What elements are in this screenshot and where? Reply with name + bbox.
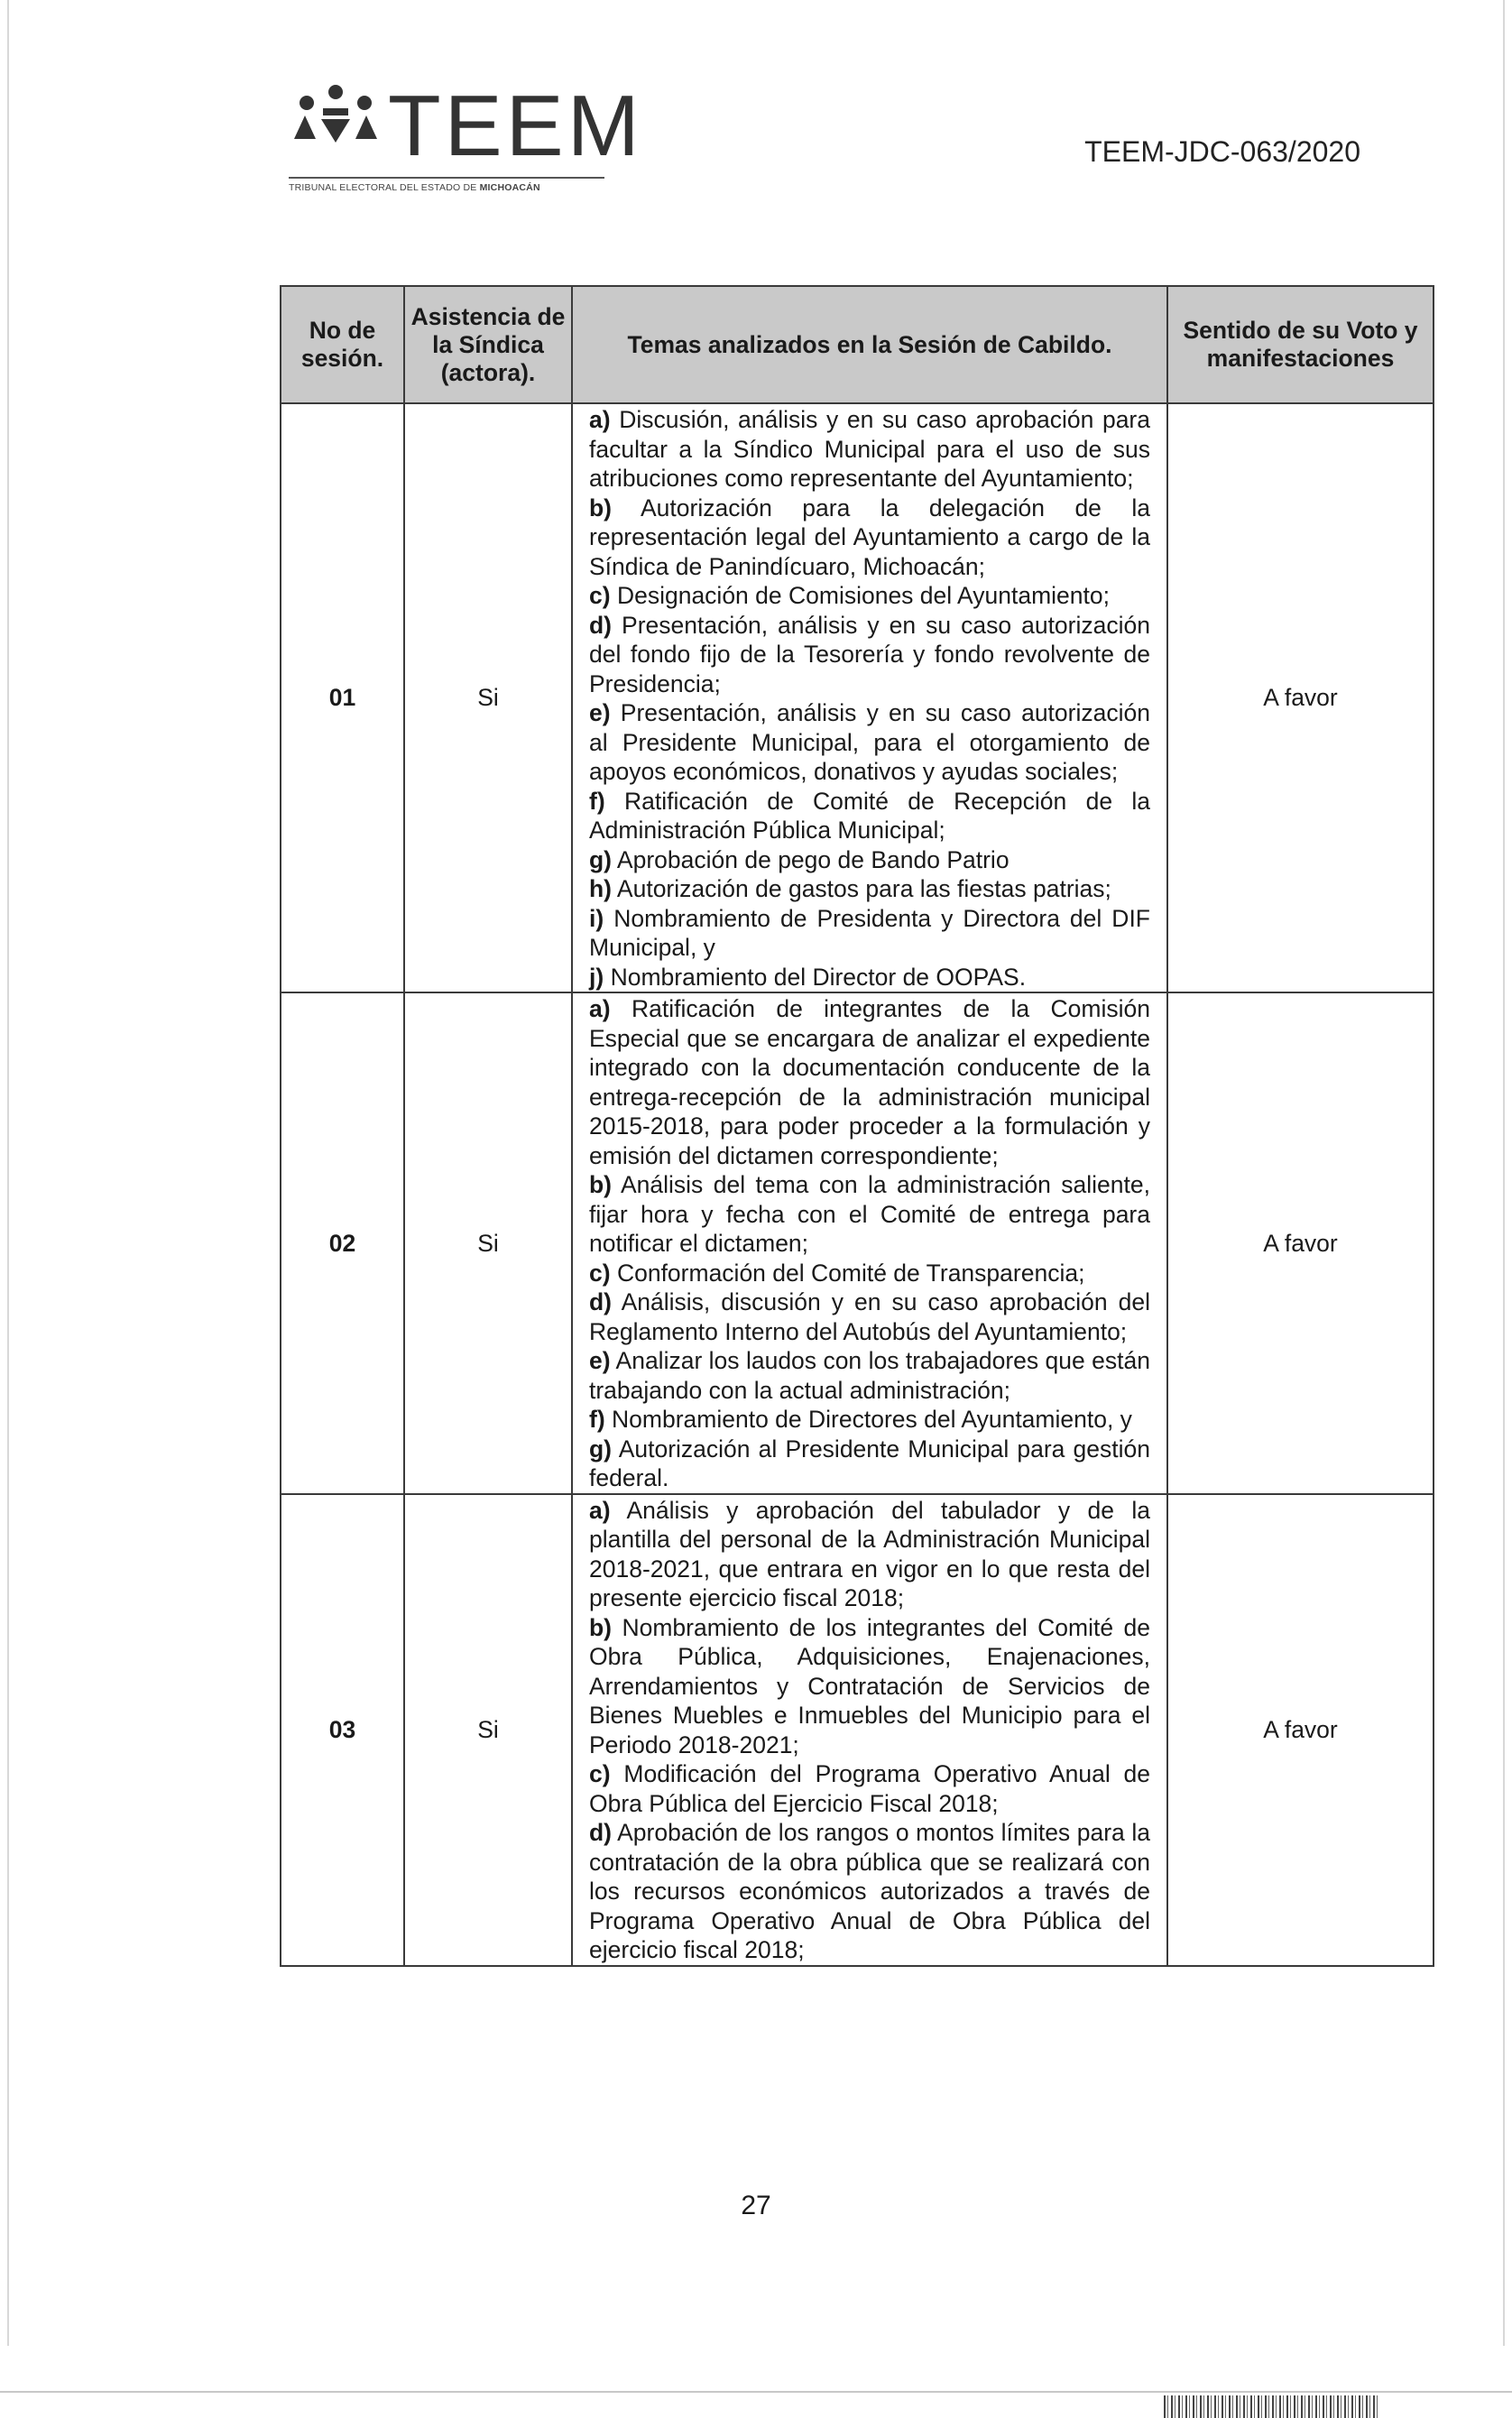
topic-item	[589, 904, 1150, 963]
topic-letter: d)	[589, 611, 613, 639]
topic-item	[589, 1435, 1150, 1493]
header-attendance: Asistencia de la Síndica (actora).	[404, 286, 572, 403]
topic-item	[589, 1170, 1150, 1259]
topic-item	[589, 845, 1150, 875]
topic-letter: a)	[589, 995, 611, 1022]
topic-letter: b)	[589, 494, 613, 521]
table-header-row	[281, 286, 1434, 403]
topic-item	[589, 1613, 1150, 1760]
topic-letter: a)	[589, 406, 611, 433]
topic-letter: b)	[589, 1171, 613, 1198]
topic-text: Autorización de gastos para las fiestas patrias;	[616, 875, 1111, 902]
topic-text: Análisis y aprobación del tabulador y de la plantilla del personal de la Administración Municipal 2018-2021, que entrara en vigor en lo que resta del presente ejercicio fiscal 2018;	[589, 1496, 1151, 1611]
topic-item	[589, 611, 1150, 699]
session-number: 02	[281, 992, 404, 1494]
topic-letter: g)	[589, 845, 613, 873]
header-vote: Sentido de su Voto y manifestaciones	[1167, 286, 1434, 403]
topic-letter: h)	[589, 875, 613, 902]
topic-item	[589, 1496, 1150, 1613]
vote-value: A favor	[1167, 1494, 1434, 1966]
topic-item	[589, 1346, 1150, 1405]
topic-letter: f)	[589, 787, 605, 815]
topic-letter: d)	[589, 1819, 613, 1846]
topic-letter: c)	[589, 582, 611, 609]
topic-text: Análisis, discusión y en su caso aprobación del Reglamento Interno del Autobús del Ayuntamiento;	[589, 1288, 1151, 1345]
logo-rule	[289, 177, 604, 179]
topic-letter: b)	[589, 1613, 613, 1641]
topic-item	[589, 1405, 1150, 1435]
session-number: 01	[281, 403, 404, 992]
topic-letter: c)	[589, 1259, 611, 1287]
topic-letter: d)	[589, 1288, 613, 1315]
topic-item	[589, 494, 1150, 582]
logo-subtitle-state: MICHOACÁN	[479, 182, 540, 193]
topic-item	[589, 1259, 1150, 1288]
topic-item	[589, 1287, 1150, 1346]
topic-letter: e)	[589, 699, 611, 726]
topic-item	[589, 405, 1150, 494]
topic-text: Autorización para la delegación de la representación legal del Ayuntamiento a cargo de la Síndica de Panindícuaro, Michoacán;	[589, 494, 1150, 580]
topic-item	[589, 787, 1150, 845]
topic-text: Nombramiento de Directores del Ayuntamiento, y	[612, 1406, 1132, 1433]
topic-text: Nombramiento de Presidenta y Directora del DIF Municipal, y	[589, 904, 1150, 961]
attendance-value: Si	[404, 403, 572, 992]
topic-letter: f)	[589, 1406, 605, 1433]
logo-subtitle-prefix: TRIBUNAL ELECTORAL DEL ESTADO DE	[289, 182, 480, 193]
topic-item	[589, 963, 1150, 992]
topic-text: Discusión, análisis y en su caso aprobación para facultar a la Síndico Municipal para el uso de sus atribuciones como representante del Ayuntamiento;	[589, 406, 1150, 492]
topic-text: Designación de Comisiones del Ayuntamiento;	[616, 582, 1110, 609]
topic-letter: g)	[589, 1435, 613, 1463]
topics-cell	[572, 1494, 1167, 1966]
topic-letter: i)	[589, 904, 604, 932]
topic-item	[589, 1759, 1150, 1818]
table-row	[281, 992, 1434, 1494]
topic-text: Análisis del tema con la administración saliente, fijar hora y fecha con el Comité de entrega para notificar el dictamen;	[589, 1171, 1150, 1257]
topic-text: Conformación del Comité de Transparencia;	[616, 1259, 1085, 1287]
topic-text: Ratificación de integrantes de la Comisión Especial que se encargara de analizar el expediente integrado con la documentación conducente de la entrega-recepción de la administración municipal 2015-2018, para poder proceder a la formulación y emisión del dictamen correspondiente;	[589, 995, 1150, 1169]
topic-text: Presentación, análisis y en su caso autorización al Presidente Municipal, para el otorgamiento de apoyos económicos, donativos y ayudas sociales;	[589, 699, 1150, 785]
topic-letter: e)	[589, 1347, 611, 1374]
teem-emblem-icon	[289, 83, 388, 173]
topic-item	[589, 698, 1150, 787]
topics-cell	[572, 992, 1167, 1494]
case-number: TEEM-JDC-063/2020	[1084, 135, 1360, 168]
topic-text: Ratificación de Comité de Recepción de la Administración Pública Municipal;	[589, 787, 1150, 844]
topic-letter: j)	[589, 963, 604, 991]
logo-subtitle	[289, 182, 540, 193]
topic-text: Aprobación de pego de Bando Patrio	[616, 845, 1010, 873]
teem-logo	[289, 78, 643, 193]
attendance-value: Si	[404, 1494, 572, 1966]
header-session-number: No de sesión.	[281, 286, 404, 403]
topic-text: Nombramiento de los integrantes del Comité de Obra Pública, Adquisiciones, Enajenaciones, Arrendamientos y Contratación de Servicios de Bienes Muebles e Inmuebles del Municipio para el Periodo 2018-2021;	[589, 1613, 1150, 1758]
topic-text: Presentación, análisis y en su caso autorización del fondo fijo de la Tesorería y fondo revolvente de Presidencia;	[589, 611, 1150, 697]
scan-edge-right	[1503, 0, 1505, 2346]
table-row	[281, 1494, 1434, 1966]
topic-text: Analizar los laudos con los trabajadores que están trabajando con la actual administración;	[589, 1347, 1151, 1404]
topic-text: Autorización al Presidente Municipal para gestión federal.	[589, 1435, 1150, 1491]
scan-bottom-edge	[0, 2391, 1512, 2393]
table-row	[281, 403, 1434, 992]
topic-text: Nombramiento del Director de OOPAS.	[610, 963, 1027, 991]
topic-item	[589, 581, 1150, 611]
header-topics: Temas analizados en la Sesión de Cabildo.	[572, 286, 1167, 403]
page-number: 27	[741, 2191, 771, 2220]
topic-text: Aprobación de los rangos o montos límites para la contratación de la obra pública que se realizará con los recursos económicos autorizados a través de Programa Operativo Anual de Obra Pública del ejercicio fiscal 2018;	[589, 1819, 1150, 1963]
barcode-strip	[1164, 2395, 1380, 2418]
scan-edge-left	[7, 0, 9, 2346]
vote-value: A favor	[1167, 403, 1434, 992]
sessions-table	[280, 285, 1434, 1967]
topic-text: Modificación del Programa Operativo Anual de Obra Pública del Ejercicio Fiscal 2018;	[589, 1760, 1150, 1817]
topic-item	[589, 1818, 1150, 1965]
vote-value: A favor	[1167, 992, 1434, 1494]
topic-letter: c)	[589, 1760, 611, 1787]
topics-cell	[572, 403, 1167, 992]
attendance-value: Si	[404, 992, 572, 1494]
topic-item	[589, 994, 1150, 1170]
topic-item	[589, 874, 1150, 904]
topic-letter: a)	[589, 1496, 611, 1524]
session-number: 03	[281, 1494, 404, 1966]
logo-wordmark: TEEM	[388, 78, 643, 174]
